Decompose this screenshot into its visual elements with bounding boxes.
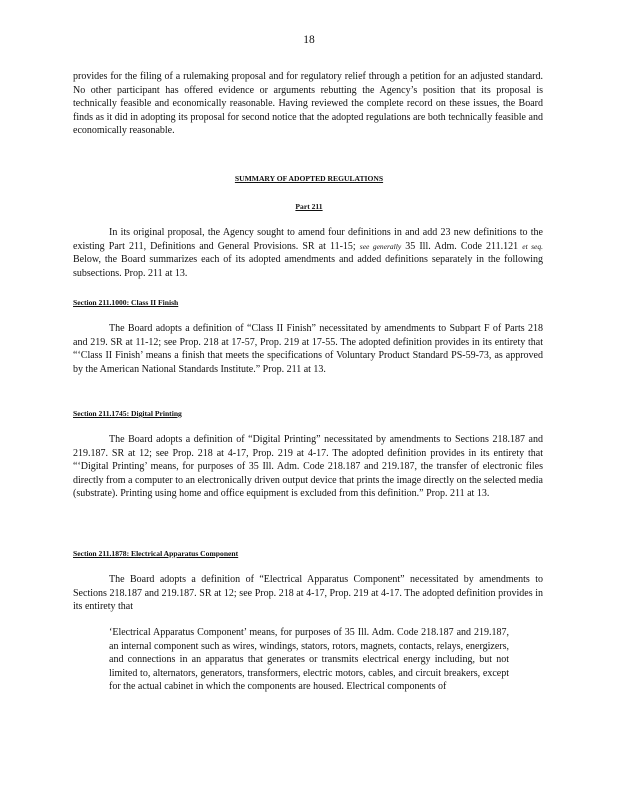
- page-number: 18: [303, 34, 315, 46]
- summary-heading: SUMMARY OF ADOPTED REGULATIONS: [234, 174, 384, 183]
- section-text-electrical-apparatus: The Board adopts a definition of “Electrical Apparatus Component” necessitated by amendments to Sections 218.187 and 219.187. SR at 12; see Prop. 218 at 4-17, Prop. 219 at 4-17. The adopted definition provides in its entirety that: [73, 574, 543, 613]
- section-text-class-ii: The Board adopts a definition of “Class II Finish” necessitated by amendments to Subpart F of Parts 218 and 219. SR at 11-12; see Prop. 218 at 17-57, Prop. 219 at 17-55. The adopted definition provides in its entirety that “‘Class II Finish’ means a finish that meets the specifications of Voluntary Product Standard PS-59-73, as approved by the American National Standards Institute.” Prop. 211 at 13.: [73, 323, 543, 375]
- part-211-paragraph: [73, 226, 543, 280]
- section-heading-class-ii: Section 211.1000: Class II Finish: [73, 298, 179, 307]
- part-et-seq: et seq.: [522, 241, 544, 251]
- part-prop-note: Prop. 211 at 13.: [124, 267, 188, 279]
- part-text-2: 35 Ill. Adm. Code 211.121: [405, 240, 519, 252]
- part-heading: Part 211: [295, 202, 323, 211]
- section-heading-digital-printing: Section 211.1745: Digital Printing: [73, 409, 182, 418]
- section-text-digital-printing: The Board adopts a definition of “Digital Printing” necessitated by amendments to Sections 218.187 and 219.187. SR at 12; see Prop. 218 at 4-17, Prop. 219 at 4-17. The adopted definition provides in its entirety that “‘Digital Printing’ means, for purposes of 35 Ill. Adm. Code 218.187 and 219.187, the transfer of electronic files directly from a computer to an electronically driven output device that prints the image directly on the selected media (substrate). Printing using home and office equipment is excluded from this definition.” Prop. 211 at 13.: [73, 434, 543, 500]
- part-text-1: In its original proposal, the Agency sought to amend four definitions in and add 23 new definitions to the existing Part 211, Definitions and General Provisions. SR at 11-15;: [73, 227, 543, 252]
- section-heading-electrical-apparatus: Section 211.1878: Electrical Apparatus Component: [73, 549, 239, 558]
- block-quote: ‘Electrical Apparatus Component’ means, for purposes of 35 Ill. Adm. Code 218.187 and 219.187, an internal component such as wires, windings, stators, rotors, magnets, contacts, relays, energizers, and connections in an apparatus that generates or transmits electrical energy including, but not limited to, alternators, generators, transformers, electric motors, cables, and circuit breakers, except for the actual cabinet in which the components are housed. Electrical components of: [109, 627, 509, 693]
- intro-paragraph: provides for the filing of a rulemaking proposal and for regulatory relief through a petition for an adjusted standard. No other participant has offered evidence or arguments rebutting the Agency’s position that its proposal is technically feasible and economically reasonable. Having reviewed the complete record on these issues, the Board finds as it did in adopting its proposal for second notice that the adopted regulations are both technically feasible and economically reasonable.: [73, 71, 543, 137]
- part-see-generally: see generally: [359, 241, 402, 251]
- part-text-3: Below, the Board summarizes each of its adopted amendments and added definitions separately in the following subsections.: [73, 254, 543, 279]
